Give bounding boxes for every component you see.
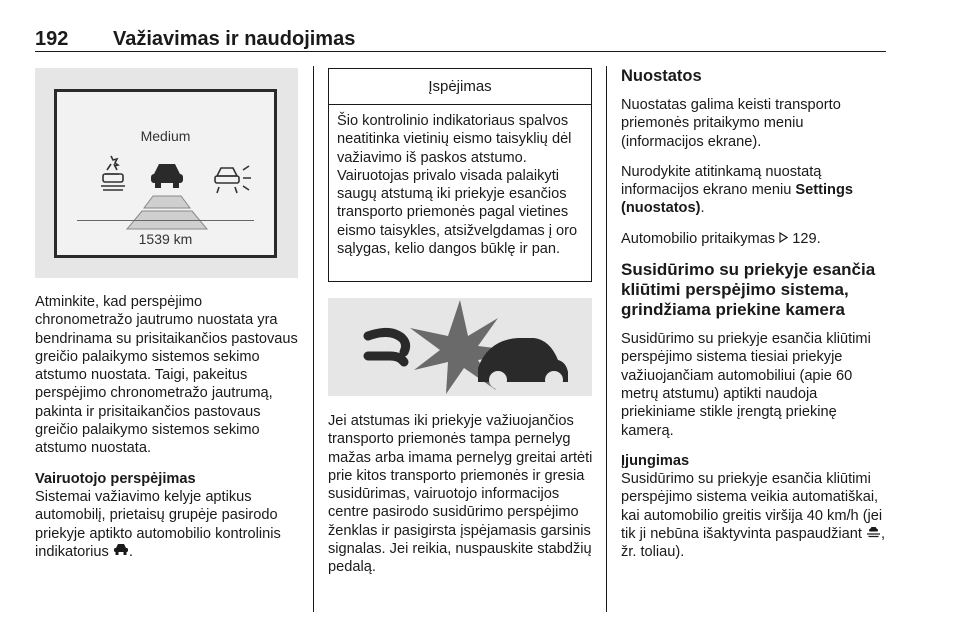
header-rule — [35, 51, 886, 52]
settings-menu-label: Settings (nuostatos) — [621, 182, 853, 217]
activation-paragraph — [621, 470, 889, 561]
column-1 — [35, 293, 300, 561]
section-heading-activation: Įjungimas — [621, 452, 690, 469]
page-title: Važiavimas ir naudojimas — [113, 28, 356, 50]
warning-text: Šio kontrolinio indikatoriaus spalvos neatitinka vietinių eismo taisyklių dėl važiavimo iš paskos atstumo. Vairuotojas privalo visada palaikyti saugų atstumą iki priekyje esančios transporto priemonės pagal vietines eismo taisykles, atsižvelgdamas į oro sąlygas, kelio dangos būklę ir pan. — [337, 113, 578, 258]
column-divider — [313, 66, 314, 612]
page-ref-link[interactable]: 129. — [792, 230, 821, 247]
section-heading-driver-warning: Vairuotojo perspėjimas — [35, 470, 196, 487]
following-distance-icon — [866, 526, 881, 538]
driver-warning-end: . — [128, 543, 133, 560]
driver-warning-paragraph — [35, 488, 300, 561]
warning-title: Įspėjimas — [329, 69, 591, 105]
odometer-value: 1539 km — [138, 231, 193, 247]
cluster-display — [54, 89, 277, 258]
page-number: 192 — [35, 28, 69, 50]
settings-paragraph: Nuostatas galima keisti transporto priemonės pritaikymo meniu (informacijos ekrane). — [621, 97, 841, 150]
display-divider — [77, 220, 254, 221]
settings-menu-paragraph — [621, 163, 889, 218]
mode-label: Medium — [140, 128, 191, 144]
sensitivity-note: Atminkite, kad perspėjimo chronometražo jautrumo nuostata yra bendrinama su prisitaikančios pastovaus greičio palaikymo sistemos sekimo atstumo nuostata. Taigi, pakeitus perspėjimo chronometražo jautrumą, pakinta ir prisitaikančios pastovaus greičio palaikymo sistemos sekimo atstumo nuostata. — [35, 294, 298, 457]
page-header — [35, 28, 355, 51]
vehicle-ahead-icon — [113, 543, 129, 556]
driver-warning-text: Sistemai važiavimo kelyje aptikus automobilį, prietaisų grupėje pasirodo priekyje aptikto automobilio kontrolinis indikatorius — [35, 488, 281, 560]
settings-menu-end: . — [700, 200, 705, 217]
collision-alert-paragraph: Jei atstumas iki priekyje važiuojančios transporto priemonės tampa pernelyg mažas arba imama pernelyg greitai artėti prie kitos transporto priemonės ir gresia susidūrimas, vairuotojo informacijos centre pasirodo susidūrimo perspėjimo ženklas ir pasigirsta įspėjamasis garsinis signalas. Jei reikia, nuspauskite stabdžių pedalą. — [328, 413, 593, 576]
fog-car-icon — [101, 156, 125, 190]
distance-setting-figure — [35, 68, 298, 278]
column-2-text — [328, 412, 594, 589]
section-heading-settings: Nuostatos — [621, 67, 702, 85]
ref-text: Automobilio pritaikymas — [621, 230, 776, 247]
column-divider — [606, 66, 607, 612]
activation-text: Susidūrimo su priekyje esančia kliūtimi perspėjimo sistema veikia automatiškai, kai automobilio greitis viršija 40 km/h (jei tik ji nebūna išaktyvinta paspaudžiant — [621, 471, 883, 543]
section-heading-forward-collision: Susidūrimo su priekyje esančia kliūtimi perspėjimo sistema, grindžiama priekine kamera — [621, 260, 876, 320]
activation-end: , žr. toliau). — [621, 526, 886, 561]
collision-alert-icon — [328, 298, 592, 396]
triangle-right-icon — [779, 232, 788, 243]
vehicle-customisation-ref — [621, 230, 889, 248]
collision-warning-figure — [328, 298, 592, 396]
settings-menu-text: Nurodykite atitinkamą nuostatą informacijos ekrano meniu — [621, 163, 822, 199]
column-3 — [621, 66, 889, 562]
vehicle-ahead-icon — [151, 164, 183, 188]
sensor-car-icon — [215, 166, 251, 193]
warning-box — [328, 68, 592, 282]
forward-collision-paragraph: Susidūrimo su priekyje esančia kliūtimi perspėjimo sistema tiesiai priekyje važiuojančiam automobiliui (apie 60 metrų atstumu) aptikti naudoja priekiniame stikle įrengtą priekinę kamerą. — [621, 331, 871, 439]
